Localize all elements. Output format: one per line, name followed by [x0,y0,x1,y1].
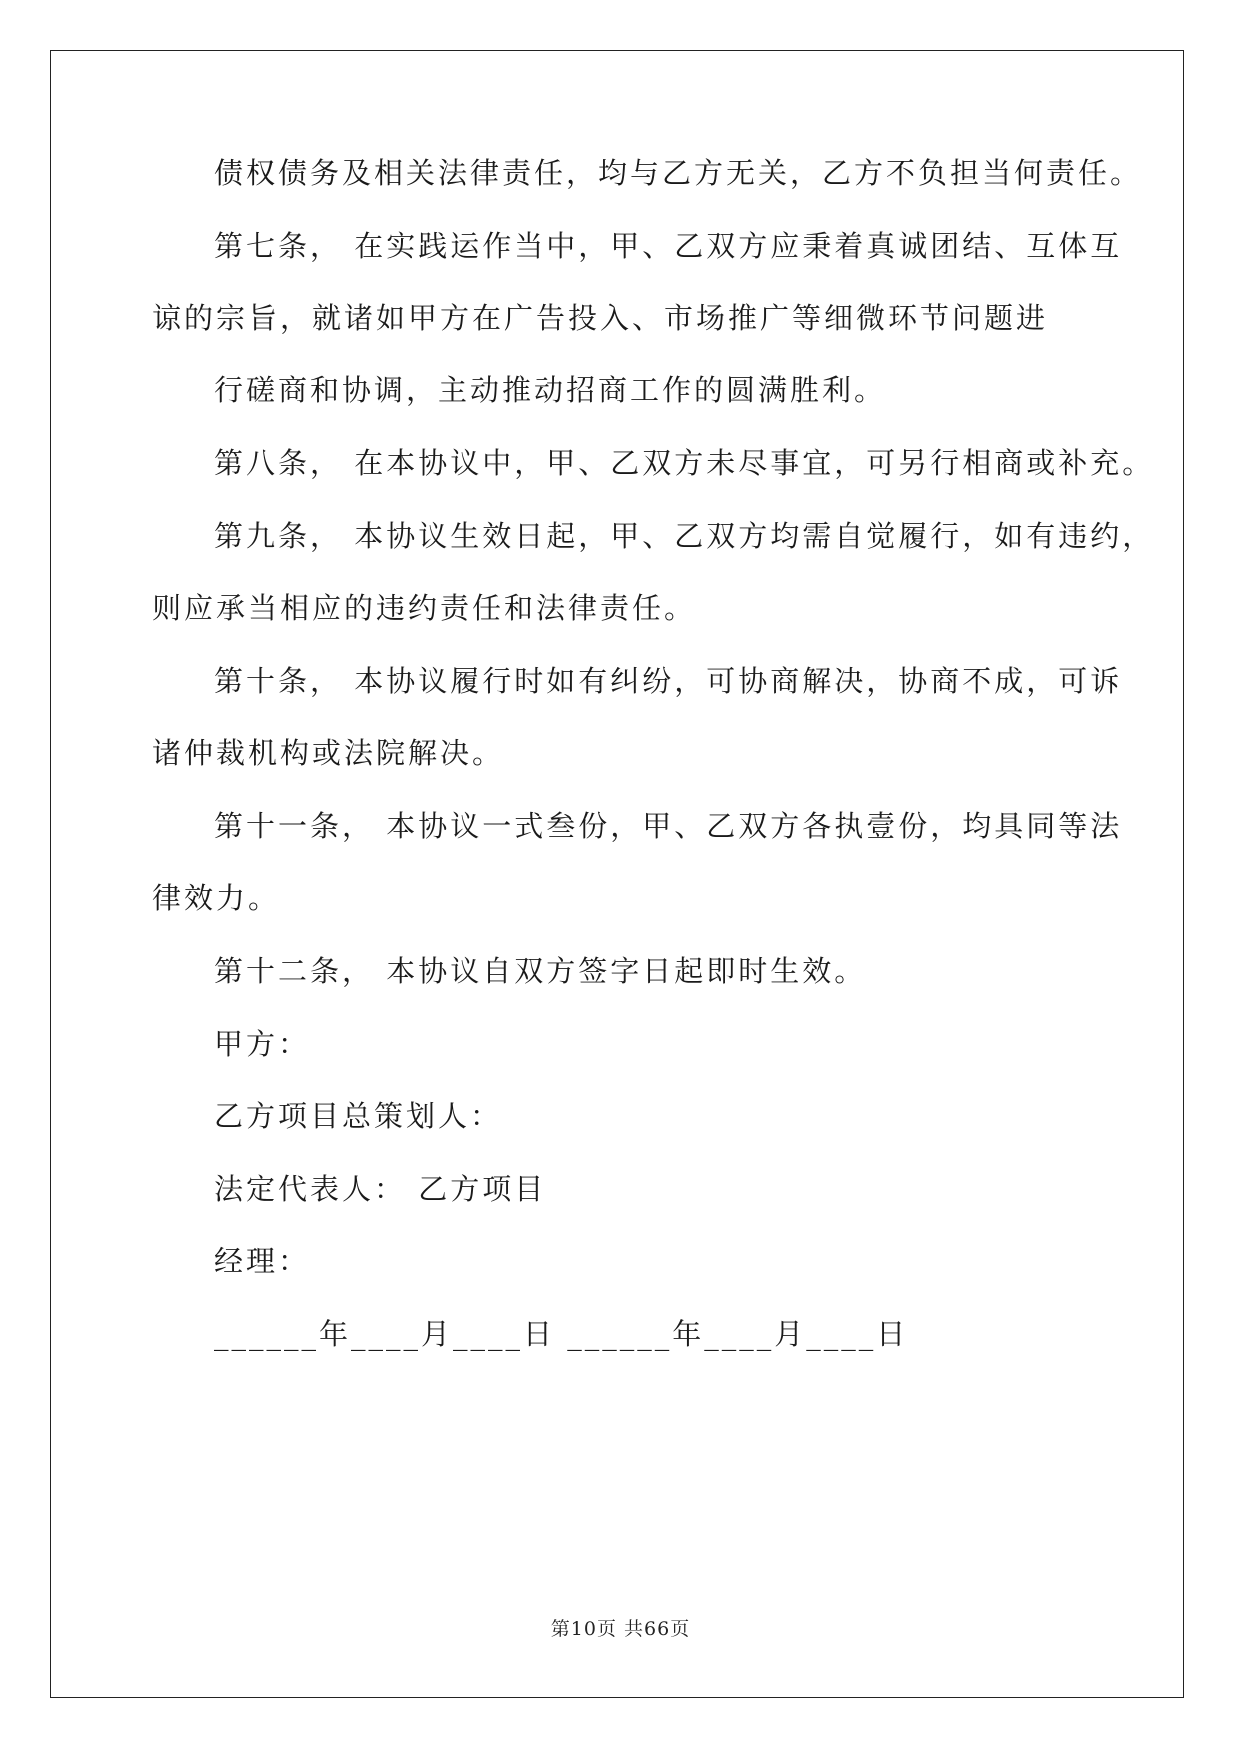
text-line-article-9: 第九条， 本协议生效日起，甲、乙双方均需自觉履行，如有违约， [214,519,1155,553]
text-line-article-7: 第七条， 在实践运作当中，甲、乙双方应秉着真诚团结、互体互 [214,229,1123,263]
text-line-article-11-cont: 律效力。 [152,881,281,915]
text-line-article-9-cont: 则应承当相应的违约责任和法律责任。 [152,591,697,625]
text-line-article-7-end: 行磋商和协调，主动推动招商工作的圆满胜利。 [214,373,887,407]
signature-party-a: 甲方： [214,1027,311,1061]
signature-dates: ______年____月____日 ______年____月____日 [214,1317,909,1351]
text-line-article-7-cont: 谅的宗旨，就诸如甲方在广告投入、市场推广等细微环节问题进 [152,301,1049,335]
text-line-article-10: 第十条， 本协议履行时如有纠纷，可协商解决，协商不成，可诉 [214,664,1123,698]
text-line-article-12: 第十二条， 本协议自双方签字日起即时生效。 [214,954,867,988]
text-line-debt-clause: 债权债务及相关法律责任，均与乙方无关，乙方不负担当何责任。 [214,156,1143,190]
text-line-article-11: 第十一条， 本协议一式叁份，甲、乙双方各执壹份，均具同等法 [214,809,1123,843]
text-line-article-8: 第八条， 在本协议中，甲、乙双方未尽事宜，可另行相商或补充。 [214,446,1155,480]
signature-party-b-planner: 乙方项目总策划人： [214,1099,503,1133]
signature-legal-rep: 法定代表人： 乙方项目 [214,1172,547,1206]
text-line-article-10-cont: 诸仲裁机构或法院解决。 [152,736,505,770]
signature-manager: 经理： [214,1244,311,1278]
page-number-footer: 第10页 共66页 [550,1618,691,1640]
